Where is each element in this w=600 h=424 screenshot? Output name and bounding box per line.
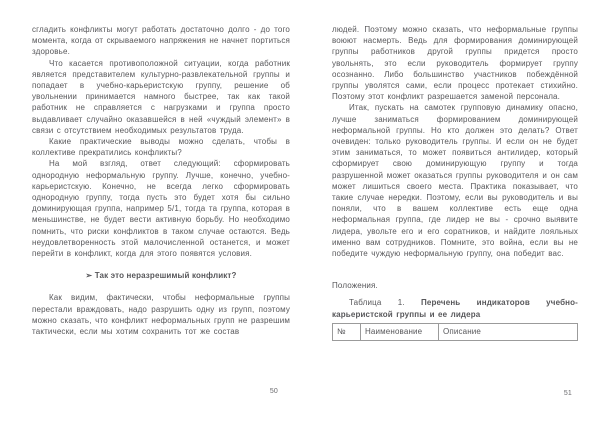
- page-number: 51: [563, 390, 572, 397]
- section-heading: ➢ Так это неразрешимый конфликт?: [85, 271, 237, 281]
- table-caption-title: Перечень индикаторов учебно-карьеристской группы и ее лидера: [332, 298, 578, 319]
- page-left: [32, 24, 290, 337]
- indicators-table: [332, 323, 578, 341]
- paragraph: Что касается противоположной ситуации, когда работник является представителем культурно-развлекательной группы и попадает в учебно-карьеристскую группу, решение об увольнении принимается намного быстрее, так как такой работник не справляется с нагрузками и группа просто выдавливает случайно оказавшейся в ней «чуждый элемент» в связи с отсутствием необходимых результатов труда.: [32, 58, 290, 135]
- paragraph: людей. Поэтому можно сказать, что неформальные группы воюют насмерть. Ведь для формирования доминирующей группы работников другой группы придется просто увольнять, это если руководитель формирует группу осознанно. Либо большинство участников побеждённой группы уволятся сами, если процесс протекает стихийно. Поэтому этот конфликт разрешается заменой персонала.: [332, 25, 578, 102]
- table-caption: [332, 297, 578, 319]
- table-header-row: [333, 323, 578, 340]
- table-header-name: Наименование: [361, 323, 439, 340]
- paragraph: На мой взгляд, ответ следующий: сформировать однородную неформальную группу. Лучше, конечно, учебно-карьеристскую. Конечно, не всегда легко сформировать однородную группу, тогда пусть это будет хотя бы сильно доминирующая группа, например 5/1, тогда та группа, которая в меньшинстве, не будет вести активную борьбу. Но необходимо помнить, что риски конфликтов в таком случае остаются. Ведь неудовлетворенность этой малочисленной останется, и может перейти в конфликт, когда для этого появятся условия.: [32, 159, 290, 259]
- table-header-number: №: [333, 323, 361, 340]
- page-number: 50: [269, 388, 278, 395]
- paragraph: Как видим, фактически, чтобы неформальные группы перестали враждовать, надо разрушить одну из групп, поэтому можно сказать, что конфликт неформальных групп не разрешим тактически, если мы хотим сохранить тот же состав: [32, 293, 290, 337]
- paragraph: Итак, пускать на самотек групповую динамику опасно, лучше заниматься формированием доминирующей неформальной группы. Но кто должен это делать? Ответ очевиден: только руководитель группы. И если он не будет этим заниматься, то может появиться антилидер, который сформирует свою доминирующую группу и тогда разрушенной может оказаться группы руководителя и он сам может лишиться своего места. Практика показывает, что такие случае нередки. Поэтому, если вы руководитель и вы поняли, что в вашем коллективе есть еще одна неформальная группа, где лидер не вы - срочно выявите лидера, увольте его и его соратников, и найдите лояльных именно вам сотрудников. Помните, это война, если вы не победите чуждую неформальную группу, она победит вас.: [332, 103, 578, 259]
- paragraph: Какие практические выводы можно сделать, чтобы в коллективе прекратились конфликты?: [32, 137, 290, 158]
- table-header-description: Описание: [439, 323, 578, 340]
- table-caption-prefix: Таблица 1.: [349, 298, 421, 308]
- page-right: [332, 24, 578, 341]
- positions-label: Положения.: [332, 281, 378, 291]
- paragraph: сгладить конфликты могут работать достаточно долго - до того момента, когда от скрываемого напряжения не начнет портиться здоровье.: [32, 25, 290, 57]
